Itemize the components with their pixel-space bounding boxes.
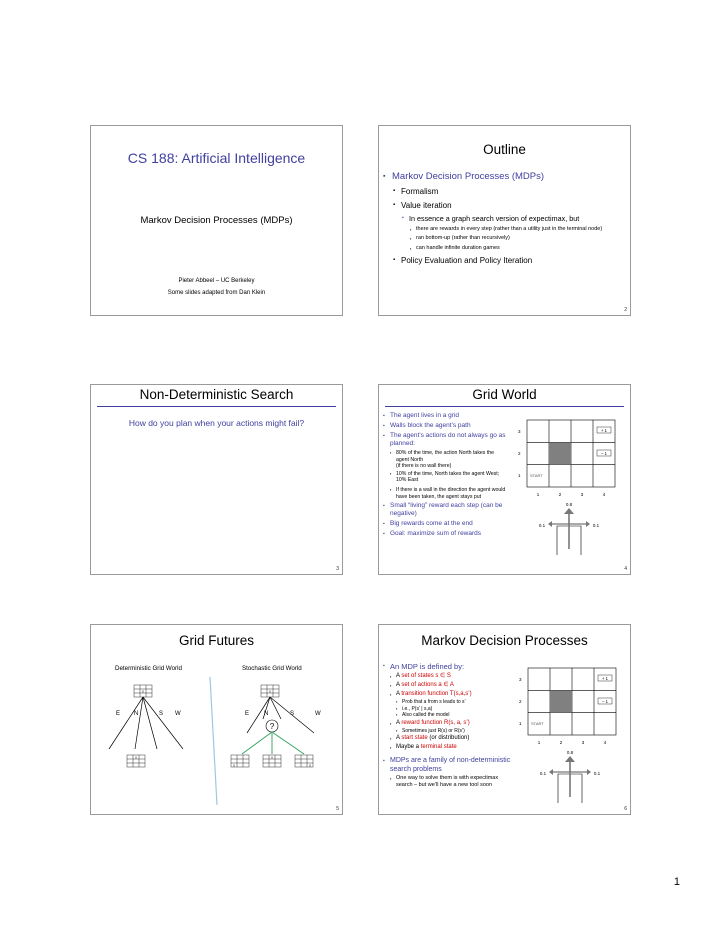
sub-list	[390, 450, 508, 500]
sub-list	[396, 699, 515, 719]
grid-world-figure	[509, 415, 619, 565]
direction-label: E	[245, 711, 250, 717]
start-label: START	[531, 721, 544, 726]
plus-one-label: + 1	[602, 675, 608, 681]
row-label: 3	[518, 429, 521, 434]
stochastic-branches	[247, 697, 314, 733]
row-label: 1	[518, 473, 521, 478]
chance-branches	[242, 732, 304, 754]
east-arrow-icon	[586, 521, 590, 527]
start-label: START	[530, 473, 543, 478]
row-label: 3	[519, 677, 522, 682]
slide-3[interactable]	[90, 384, 343, 575]
col-label: 1	[537, 740, 541, 745]
direction-label: N	[264, 711, 269, 717]
prob-forward-label: 0.8	[566, 750, 574, 755]
agent-marker: x	[135, 755, 137, 760]
slide-title: CS 188: Artificial Intelligence	[127, 150, 306, 166]
north-arrow-icon	[565, 756, 575, 762]
bullet: ▪ i.e., P(s’ | s,a)	[396, 706, 515, 713]
author: Pieter Abbeel – UC Berkeley	[178, 278, 255, 284]
sub-list	[410, 226, 621, 252]
bullet: ▪ 10% of the time, North takes the agent West; 10% East	[390, 471, 508, 484]
agent-marker: x	[233, 763, 235, 768]
col-label: 4	[603, 740, 607, 745]
slide-title: Markov Decision Processes	[421, 633, 588, 648]
slide-6[interactable]	[378, 624, 631, 815]
bullet: ▪ Also called the model	[396, 712, 515, 719]
question: How do you plan when your actions might fail?	[128, 418, 305, 428]
page-number: 1	[673, 876, 680, 888]
bullet: ▪ The agent’s actions do not always go as planned:	[383, 432, 508, 448]
left-label: Deterministic Grid World	[115, 665, 182, 672]
slide-title: Grid Futures	[178, 633, 255, 648]
sub-list	[402, 214, 621, 252]
prob-right-label: 0.1	[592, 523, 600, 528]
bullet: ▪ Markov Decision Processes (MDPs)	[383, 171, 621, 183]
bullet: ▪ A reward function R(s, a, s’)	[390, 719, 515, 728]
agent-marker: x	[142, 689, 144, 694]
minus-one-label: – 1	[601, 450, 607, 456]
sub-list	[393, 186, 621, 266]
slide-number: 2	[624, 307, 627, 313]
west-arrow-icon	[549, 769, 553, 775]
bullet: ▪ can handle infinite duration games	[410, 245, 621, 252]
divider-line	[210, 677, 217, 805]
col-label: 3	[581, 740, 585, 745]
col-label: 3	[580, 492, 584, 497]
direction-label: S	[159, 711, 164, 717]
bullet: ▪ Sometimes just R(s) or R(s’)	[396, 728, 515, 735]
direction-label: N	[134, 711, 139, 717]
bullet: ▪ Small “living” reward each step (can be negative)	[383, 502, 508, 518]
col-label: 4	[602, 492, 606, 497]
slide-title: Non-Deterministic Search	[139, 387, 294, 402]
prob-forward-label: 0.8	[565, 502, 573, 507]
bullet: ▪ A transition function T(s,a,s’)	[390, 690, 515, 699]
bullet: ▪ Formalism	[393, 186, 621, 197]
bullet: ▪ Walls block the agent’s path	[383, 422, 508, 430]
prob-left-label: 0.1	[538, 523, 546, 528]
credit: Some slides adapted from Dan Klein	[167, 290, 266, 296]
bullet: ▪ Big rewards come at the end	[383, 520, 508, 528]
slide-number: 4	[624, 566, 627, 572]
bullet: ▪ MDPs are a family of non-deterministic search problems	[383, 757, 515, 774]
bullet: ▪ In essence a graph search version of expectimax, but	[402, 214, 609, 224]
minus-one-label: – 1	[602, 698, 608, 704]
slide-title: Grid World	[472, 387, 537, 402]
prob-right-label: 0.1	[593, 771, 601, 776]
col-label: 1	[536, 492, 540, 497]
row-label: 1	[519, 721, 522, 726]
chance-node-label: ?	[269, 722, 275, 731]
divider-line	[385, 406, 624, 407]
bullet: ▪ 80% of the time, the action North takes the agent North (if there is no wall there)	[390, 450, 508, 470]
agent-marker: x	[309, 763, 311, 768]
sub-list	[390, 672, 515, 752]
bullet: ▪ The agent lives in a grid	[383, 412, 508, 420]
bullet: ▪ A start state (or distribution)	[390, 734, 515, 743]
agent-marker: x	[271, 755, 273, 760]
row-label: 2	[518, 451, 521, 456]
bullet: ▪ Goal: maximize sum of rewards	[383, 530, 508, 538]
sub-list	[390, 775, 515, 789]
agent-marker: x	[269, 689, 271, 694]
wall-cell	[549, 442, 571, 464]
slide-1[interactable]	[90, 125, 343, 316]
slide-4[interactable]	[378, 384, 631, 575]
bullet: ▪ A set of actions a ∈ A	[390, 681, 515, 690]
bullet: ▪ If there is a wall in the direction the agent would have been taken, the agent stays put	[390, 487, 508, 500]
direction-label: W	[315, 711, 321, 717]
grid-futures-figure	[91, 675, 342, 805]
bullet: ▪ ran bottom-up (rather than recursively)	[410, 235, 621, 242]
direction-label: W	[175, 711, 181, 717]
slide-subtitle: Markov Decision Processes (MDPs)	[140, 215, 293, 226]
grid-world-figure	[509, 663, 621, 813]
right-label: Stochastic Grid World	[242, 665, 302, 672]
row-label: 2	[519, 699, 522, 704]
east-arrow-icon	[587, 769, 591, 775]
slide-number: 5	[336, 806, 339, 812]
col-label: 2	[559, 740, 563, 745]
plus-one-label: + 1	[601, 427, 607, 433]
bullet: ▪ Value iteration	[393, 200, 621, 211]
slide-title: Outline	[483, 142, 526, 157]
bullet: ▪ A set of states s ∈ S	[390, 672, 515, 681]
direction-label: E	[116, 711, 121, 717]
slide-number: 3	[336, 566, 339, 572]
bullet: ▪ An MDP is defined by:	[383, 662, 515, 671]
west-arrow-icon	[548, 521, 552, 527]
col-label: 2	[558, 492, 562, 497]
deterministic-branches	[109, 697, 183, 749]
slide-number: 6	[624, 806, 627, 812]
direction-label: S	[290, 711, 295, 717]
slide-2[interactable]	[378, 125, 631, 316]
bullet: ▪ One way to solve them is with expectimax search – but we’ll have a new tool soon	[390, 775, 504, 789]
bullet: ▪ Maybe a terminal state	[390, 743, 515, 752]
wall-cell	[550, 690, 572, 712]
prob-left-label: 0.1	[539, 771, 547, 776]
north-arrow-icon	[564, 508, 574, 514]
divider-line	[97, 406, 336, 407]
bullet: ▪ there are rewards in every step (rather than a utility just in the terminal node)	[410, 226, 606, 233]
bullet: ▪ Prob that a from s leads to s’	[396, 699, 515, 706]
bullet: ▪ Policy Evaluation and Policy Iteration	[393, 255, 621, 266]
slide-5[interactable]	[90, 624, 343, 815]
